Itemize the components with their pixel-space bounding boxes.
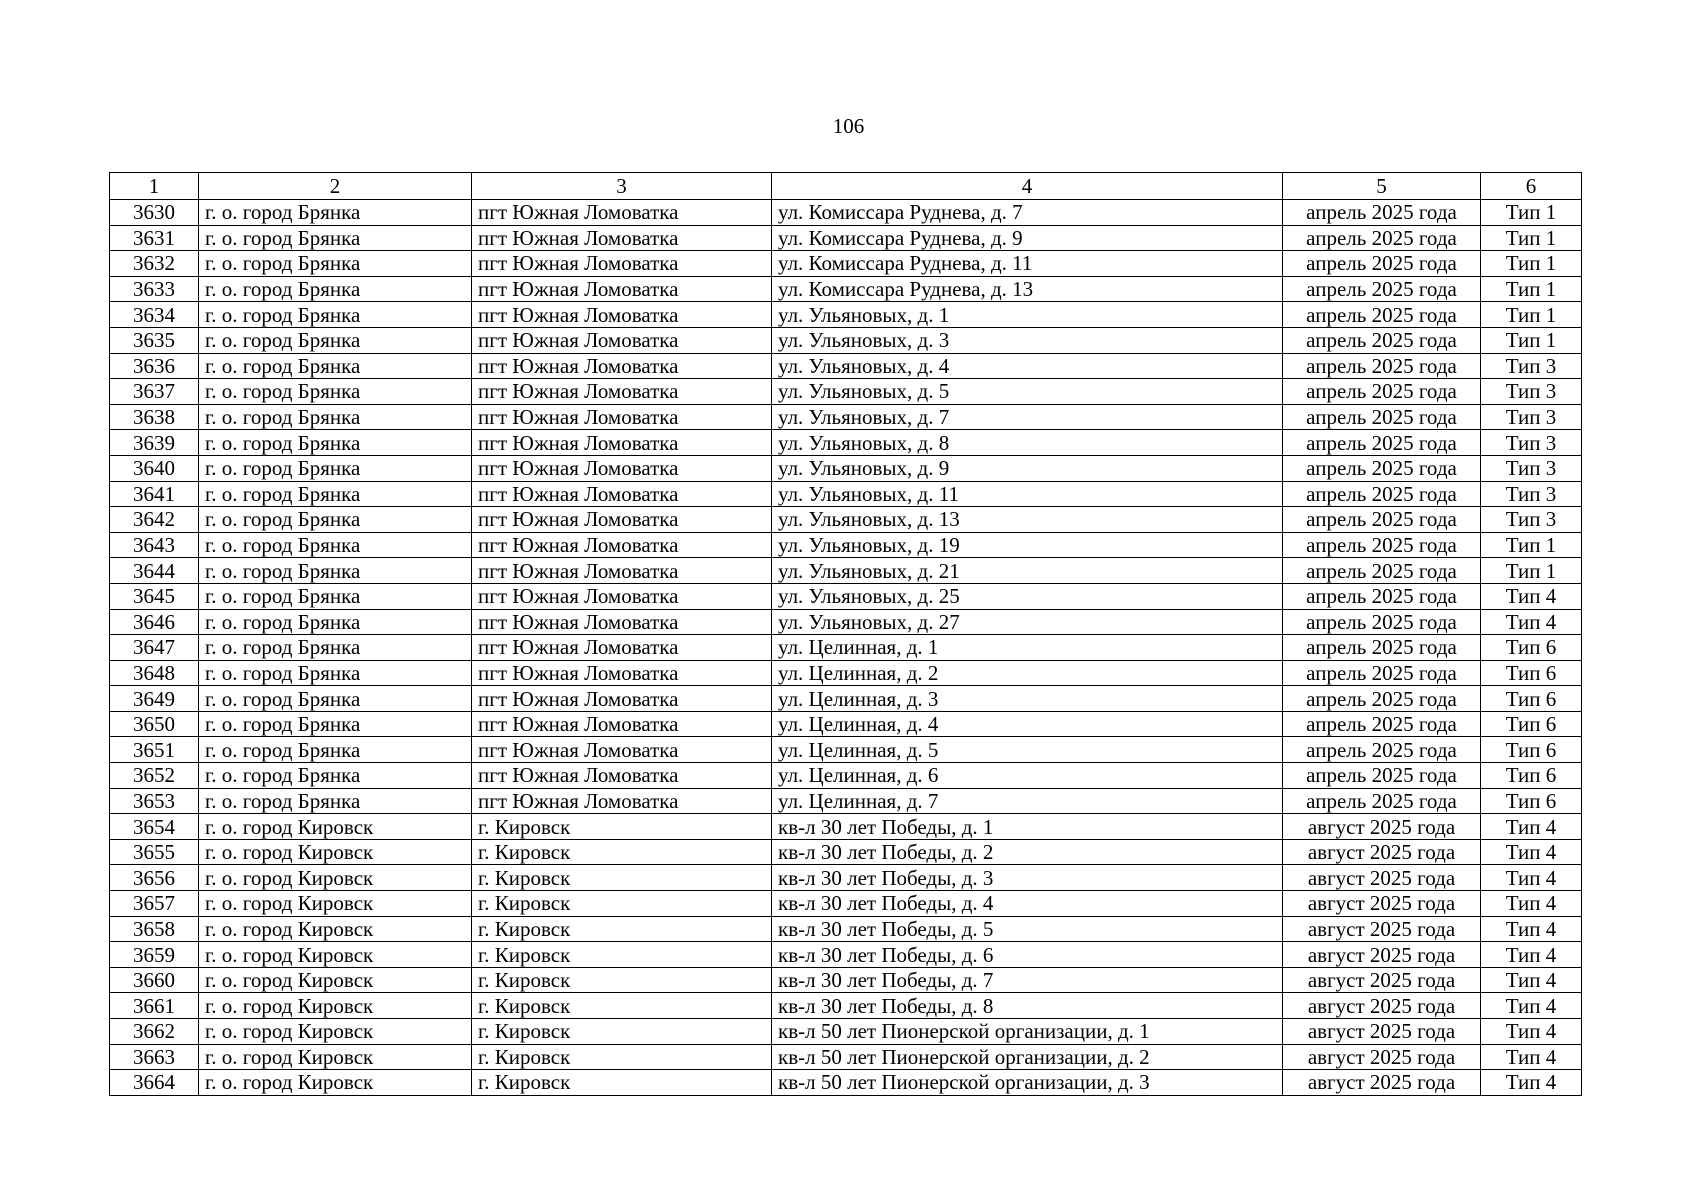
address-cell: кв-л 30 лет Победы, д. 3: [772, 865, 1283, 891]
settlement-cell: пгт Южная Ломоватка: [472, 225, 772, 251]
municipality-cell: г. о. город Брянка: [199, 455, 472, 481]
type-cell: Тип 3: [1481, 481, 1582, 507]
type-cell: Тип 4: [1481, 1019, 1582, 1045]
table-row: [110, 481, 1582, 507]
settlement-cell: г. Кировск: [472, 839, 772, 865]
period-cell: август 2025 года: [1283, 916, 1481, 942]
settlement-cell: пгт Южная Ломоватка: [472, 455, 772, 481]
row-number-cell: 3651: [110, 737, 199, 763]
table-row: [110, 276, 1582, 302]
settlement-cell: г. Кировск: [472, 1070, 772, 1096]
municipality-cell: г. о. город Брянка: [199, 660, 472, 686]
period-cell: апрель 2025 года: [1283, 251, 1481, 277]
settlement-cell: пгт Южная Ломоватка: [472, 686, 772, 712]
municipality-cell: г. о. город Брянка: [199, 404, 472, 430]
settlement-cell: пгт Южная Ломоватка: [472, 481, 772, 507]
municipality-cell: г. о. город Кировск: [199, 814, 472, 840]
settlement-cell: пгт Южная Ломоватка: [472, 507, 772, 533]
settlement-cell: пгт Южная Ломоватка: [472, 251, 772, 277]
type-cell: Тип 4: [1481, 814, 1582, 840]
address-cell: ул. Ульяновых, д. 9: [772, 455, 1283, 481]
row-number-cell: 3644: [110, 558, 199, 584]
settlement-cell: пгт Южная Ломоватка: [472, 200, 772, 226]
address-cell: кв-л 50 лет Пионерской организации, д. 2: [772, 1044, 1283, 1070]
type-cell: Тип 6: [1481, 711, 1582, 737]
column-header: 1: [110, 173, 199, 200]
type-cell: Тип 4: [1481, 891, 1582, 917]
address-cell: ул. Ульяновых, д. 3: [772, 327, 1283, 353]
type-cell: Тип 4: [1481, 865, 1582, 891]
settlement-cell: пгт Южная Ломоватка: [472, 302, 772, 328]
table-row: [110, 302, 1582, 328]
address-cell: ул. Ульяновых, д. 25: [772, 583, 1283, 609]
row-number-cell: 3634: [110, 302, 199, 328]
table-row: [110, 225, 1582, 251]
table-row: [110, 353, 1582, 379]
period-cell: апрель 2025 года: [1283, 327, 1481, 353]
period-cell: апрель 2025 года: [1283, 379, 1481, 405]
row-number-cell: 3631: [110, 225, 199, 251]
type-cell: Тип 1: [1481, 251, 1582, 277]
row-number-cell: 3654: [110, 814, 199, 840]
address-cell: ул. Целинная, д. 7: [772, 788, 1283, 814]
address-cell: кв-л 30 лет Победы, д. 2: [772, 839, 1283, 865]
row-number-cell: 3633: [110, 276, 199, 302]
table-row: [110, 865, 1582, 891]
type-cell: Тип 3: [1481, 430, 1582, 456]
settlement-cell: г. Кировск: [472, 865, 772, 891]
type-cell: Тип 4: [1481, 839, 1582, 865]
column-header: 6: [1481, 173, 1582, 200]
table-row: [110, 327, 1582, 353]
municipality-cell: г. о. город Брянка: [199, 200, 472, 226]
type-cell: Тип 4: [1481, 609, 1582, 635]
settlement-cell: пгт Южная Ломоватка: [472, 583, 772, 609]
type-cell: Тип 4: [1481, 942, 1582, 968]
row-number-cell: 3655: [110, 839, 199, 865]
page-number: 106: [832, 114, 865, 138]
table-row: [110, 507, 1582, 533]
header-row: [110, 173, 1582, 200]
period-cell: апрель 2025 года: [1283, 711, 1481, 737]
address-cell: ул. Ульяновых, д. 1: [772, 302, 1283, 328]
settlement-cell: пгт Южная Ломоватка: [472, 635, 772, 661]
table-row: [110, 609, 1582, 635]
table-row: [110, 916, 1582, 942]
municipality-cell: г. о. город Брянка: [199, 583, 472, 609]
row-number-cell: 3646: [110, 609, 199, 635]
settlement-cell: пгт Южная Ломоватка: [472, 763, 772, 789]
municipality-cell: г. о. город Брянка: [199, 635, 472, 661]
row-number-cell: 3657: [110, 891, 199, 917]
municipality-cell: г. о. город Брянка: [199, 507, 472, 533]
table-row: [110, 763, 1582, 789]
settlement-cell: г. Кировск: [472, 1044, 772, 1070]
type-cell: Тип 1: [1481, 558, 1582, 584]
address-cell: ул. Ульяновых, д. 27: [772, 609, 1283, 635]
table-row: [110, 660, 1582, 686]
type-cell: Тип 1: [1481, 225, 1582, 251]
municipality-cell: г. о. город Брянка: [199, 379, 472, 405]
column-header: 4: [772, 173, 1283, 200]
table-row: [110, 379, 1582, 405]
row-number-cell: 3661: [110, 993, 199, 1019]
address-cell: ул. Ульяновых, д. 4: [772, 353, 1283, 379]
table-row: [110, 558, 1582, 584]
column-header: 3: [472, 173, 772, 200]
period-cell: апрель 2025 года: [1283, 455, 1481, 481]
period-cell: август 2025 года: [1283, 993, 1481, 1019]
row-number-cell: 3630: [110, 200, 199, 226]
address-cell: ул. Ульяновых, д. 11: [772, 481, 1283, 507]
table-row: [110, 711, 1582, 737]
row-number-cell: 3647: [110, 635, 199, 661]
address-cell: ул. Ульяновых, д. 8: [772, 430, 1283, 456]
period-cell: апрель 2025 года: [1283, 788, 1481, 814]
municipality-cell: г. о. город Кировск: [199, 942, 472, 968]
period-cell: апрель 2025 года: [1283, 302, 1481, 328]
address-cell: кв-л 30 лет Победы, д. 7: [772, 967, 1283, 993]
municipality-cell: г. о. город Брянка: [199, 225, 472, 251]
period-cell: апрель 2025 года: [1283, 635, 1481, 661]
table-row: [110, 200, 1582, 226]
period-cell: апрель 2025 года: [1283, 686, 1481, 712]
type-cell: Тип 3: [1481, 455, 1582, 481]
settlement-cell: г. Кировск: [472, 942, 772, 968]
municipality-cell: г. о. город Брянка: [199, 609, 472, 635]
table-row: [110, 891, 1582, 917]
row-number-cell: 3652: [110, 763, 199, 789]
column-header: 2: [199, 173, 472, 200]
type-cell: Тип 6: [1481, 635, 1582, 661]
address-cell: кв-л 30 лет Победы, д. 5: [772, 916, 1283, 942]
settlement-cell: г. Кировск: [472, 993, 772, 1019]
table-row: [110, 1070, 1582, 1096]
type-cell: Тип 4: [1481, 583, 1582, 609]
row-number-cell: 3643: [110, 532, 199, 558]
period-cell: апрель 2025 года: [1283, 404, 1481, 430]
municipality-cell: г. о. город Брянка: [199, 763, 472, 789]
type-cell: Тип 4: [1481, 1070, 1582, 1096]
period-cell: апрель 2025 года: [1283, 200, 1481, 226]
address-cell: ул. Целинная, д. 6: [772, 763, 1283, 789]
municipality-cell: г. о. город Брянка: [199, 711, 472, 737]
municipality-cell: г. о. город Кировск: [199, 967, 472, 993]
municipality-cell: г. о. город Брянка: [199, 430, 472, 456]
municipality-cell: г. о. город Кировск: [199, 1044, 472, 1070]
type-cell: Тип 6: [1481, 737, 1582, 763]
type-cell: Тип 6: [1481, 763, 1582, 789]
address-cell: ул. Целинная, д. 4: [772, 711, 1283, 737]
row-number-cell: 3641: [110, 481, 199, 507]
type-cell: Тип 4: [1481, 967, 1582, 993]
settlement-cell: г. Кировск: [472, 1019, 772, 1045]
period-cell: апрель 2025 года: [1283, 737, 1481, 763]
table-body: [110, 200, 1582, 1096]
table-row: [110, 737, 1582, 763]
type-cell: Тип 6: [1481, 686, 1582, 712]
settlement-cell: пгт Южная Ломоватка: [472, 379, 772, 405]
table-row: [110, 839, 1582, 865]
period-cell: август 2025 года: [1283, 1019, 1481, 1045]
row-number-cell: 3639: [110, 430, 199, 456]
period-cell: апрель 2025 года: [1283, 225, 1481, 251]
table-row: [110, 1044, 1582, 1070]
row-number-cell: 3658: [110, 916, 199, 942]
address-cell: кв-л 30 лет Победы, д. 4: [772, 891, 1283, 917]
type-cell: Тип 3: [1481, 379, 1582, 405]
period-cell: апрель 2025 года: [1283, 353, 1481, 379]
address-cell: кв-л 50 лет Пионерской организации, д. 1: [772, 1019, 1283, 1045]
type-cell: Тип 3: [1481, 404, 1582, 430]
type-cell: Тип 1: [1481, 327, 1582, 353]
table-row: [110, 788, 1582, 814]
table-row: [110, 532, 1582, 558]
type-cell: Тип 4: [1481, 993, 1582, 1019]
address-cell: ул. Ульяновых, д. 7: [772, 404, 1283, 430]
address-cell: ул. Ульяновых, д. 13: [772, 507, 1283, 533]
settlement-cell: г. Кировск: [472, 814, 772, 840]
period-cell: апрель 2025 года: [1283, 430, 1481, 456]
municipality-cell: г. о. город Кировск: [199, 1070, 472, 1096]
row-number-cell: 3635: [110, 327, 199, 353]
column-header: 5: [1283, 173, 1481, 200]
data-table: [109, 172, 1582, 1096]
period-cell: август 2025 года: [1283, 1044, 1481, 1070]
row-number-cell: 3649: [110, 686, 199, 712]
period-cell: апрель 2025 года: [1283, 507, 1481, 533]
address-cell: кв-л 30 лет Победы, д. 6: [772, 942, 1283, 968]
municipality-cell: г. о. город Брянка: [199, 558, 472, 584]
period-cell: апрель 2025 года: [1283, 609, 1481, 635]
period-cell: август 2025 года: [1283, 891, 1481, 917]
period-cell: апрель 2025 года: [1283, 583, 1481, 609]
period-cell: август 2025 года: [1283, 967, 1481, 993]
type-cell: Тип 3: [1481, 507, 1582, 533]
table-row: [110, 251, 1582, 277]
period-cell: август 2025 года: [1283, 942, 1481, 968]
period-cell: апрель 2025 года: [1283, 558, 1481, 584]
municipality-cell: г. о. город Брянка: [199, 686, 472, 712]
address-cell: ул. Комиссара Руднева, д. 7: [772, 200, 1283, 226]
period-cell: август 2025 года: [1283, 1070, 1481, 1096]
table-row: [110, 404, 1582, 430]
table-row: [110, 430, 1582, 456]
settlement-cell: пгт Южная Ломоватка: [472, 353, 772, 379]
settlement-cell: пгт Южная Ломоватка: [472, 276, 772, 302]
type-cell: Тип 1: [1481, 302, 1582, 328]
municipality-cell: г. о. город Брянка: [199, 353, 472, 379]
row-number-cell: 3650: [110, 711, 199, 737]
row-number-cell: 3660: [110, 967, 199, 993]
table-row: [110, 686, 1582, 712]
address-cell: ул. Комиссара Руднева, д. 9: [772, 225, 1283, 251]
municipality-cell: г. о. город Кировск: [199, 839, 472, 865]
municipality-cell: г. о. город Брянка: [199, 276, 472, 302]
address-cell: кв-л 30 лет Победы, д. 1: [772, 814, 1283, 840]
row-number-cell: 3663: [110, 1044, 199, 1070]
address-cell: кв-л 30 лет Победы, д. 8: [772, 993, 1283, 1019]
municipality-cell: г. о. город Брянка: [199, 251, 472, 277]
row-number-cell: 3648: [110, 660, 199, 686]
row-number-cell: 3637: [110, 379, 199, 405]
period-cell: апрель 2025 года: [1283, 763, 1481, 789]
settlement-cell: пгт Южная Ломоватка: [472, 711, 772, 737]
address-cell: ул. Целинная, д. 2: [772, 660, 1283, 686]
address-cell: кв-л 50 лет Пионерской организации, д. 3: [772, 1070, 1283, 1096]
address-cell: ул. Комиссара Руднева, д. 13: [772, 276, 1283, 302]
table-row: [110, 993, 1582, 1019]
type-cell: Тип 6: [1481, 788, 1582, 814]
table-row: [110, 583, 1582, 609]
type-cell: Тип 3: [1481, 353, 1582, 379]
address-cell: ул. Ульяновых, д. 5: [772, 379, 1283, 405]
settlement-cell: г. Кировск: [472, 916, 772, 942]
address-cell: ул. Целинная, д. 3: [772, 686, 1283, 712]
municipality-cell: г. о. город Брянка: [199, 327, 472, 353]
municipality-cell: г. о. город Брянка: [199, 481, 472, 507]
settlement-cell: пгт Южная Ломоватка: [472, 430, 772, 456]
municipality-cell: г. о. город Брянка: [199, 788, 472, 814]
period-cell: апрель 2025 года: [1283, 276, 1481, 302]
settlement-cell: пгт Южная Ломоватка: [472, 327, 772, 353]
settlement-cell: г. Кировск: [472, 891, 772, 917]
period-cell: апрель 2025 года: [1283, 532, 1481, 558]
type-cell: Тип 6: [1481, 660, 1582, 686]
settlement-cell: пгт Южная Ломоватка: [472, 737, 772, 763]
type-cell: Тип 1: [1481, 532, 1582, 558]
municipality-cell: г. о. город Брянка: [199, 532, 472, 558]
municipality-cell: г. о. город Брянка: [199, 737, 472, 763]
table-row: [110, 967, 1582, 993]
row-number-cell: 3645: [110, 583, 199, 609]
address-cell: ул. Комиссара Руднева, д. 11: [772, 251, 1283, 277]
row-number-cell: 3636: [110, 353, 199, 379]
address-cell: ул. Ульяновых, д. 19: [772, 532, 1283, 558]
row-number-cell: 3653: [110, 788, 199, 814]
row-number-cell: 3638: [110, 404, 199, 430]
settlement-cell: пгт Южная Ломоватка: [472, 660, 772, 686]
settlement-cell: пгт Южная Ломоватка: [472, 609, 772, 635]
table-row: [110, 1019, 1582, 1045]
period-cell: апрель 2025 года: [1283, 660, 1481, 686]
period-cell: август 2025 года: [1283, 839, 1481, 865]
municipality-cell: г. о. город Брянка: [199, 302, 472, 328]
table-row: [110, 635, 1582, 661]
municipality-cell: г. о. город Кировск: [199, 1019, 472, 1045]
period-cell: август 2025 года: [1283, 865, 1481, 891]
settlement-cell: пгт Южная Ломоватка: [472, 532, 772, 558]
address-cell: ул. Ульяновых, д. 21: [772, 558, 1283, 584]
municipality-cell: г. о. город Кировск: [199, 916, 472, 942]
row-number-cell: 3664: [110, 1070, 199, 1096]
type-cell: Тип 1: [1481, 200, 1582, 226]
table-row: [110, 814, 1582, 840]
type-cell: Тип 1: [1481, 276, 1582, 302]
row-number-cell: 3640: [110, 455, 199, 481]
table-row: [110, 455, 1582, 481]
settlement-cell: пгт Южная Ломоватка: [472, 558, 772, 584]
row-number-cell: 3632: [110, 251, 199, 277]
municipality-cell: г. о. город Кировск: [199, 865, 472, 891]
row-number-cell: 3642: [110, 507, 199, 533]
type-cell: Тип 4: [1481, 916, 1582, 942]
row-number-cell: 3662: [110, 1019, 199, 1045]
settlement-cell: г. Кировск: [472, 967, 772, 993]
settlement-cell: пгт Южная Ломоватка: [472, 404, 772, 430]
settlement-cell: пгт Южная Ломоватка: [472, 788, 772, 814]
row-number-cell: 3656: [110, 865, 199, 891]
type-cell: Тип 4: [1481, 1044, 1582, 1070]
municipality-cell: г. о. город Кировск: [199, 891, 472, 917]
municipality-cell: г. о. город Кировск: [199, 993, 472, 1019]
row-number-cell: 3659: [110, 942, 199, 968]
address-cell: ул. Целинная, д. 1: [772, 635, 1283, 661]
period-cell: август 2025 года: [1283, 814, 1481, 840]
period-cell: апрель 2025 года: [1283, 481, 1481, 507]
table-row: [110, 942, 1582, 968]
address-cell: ул. Целинная, д. 5: [772, 737, 1283, 763]
